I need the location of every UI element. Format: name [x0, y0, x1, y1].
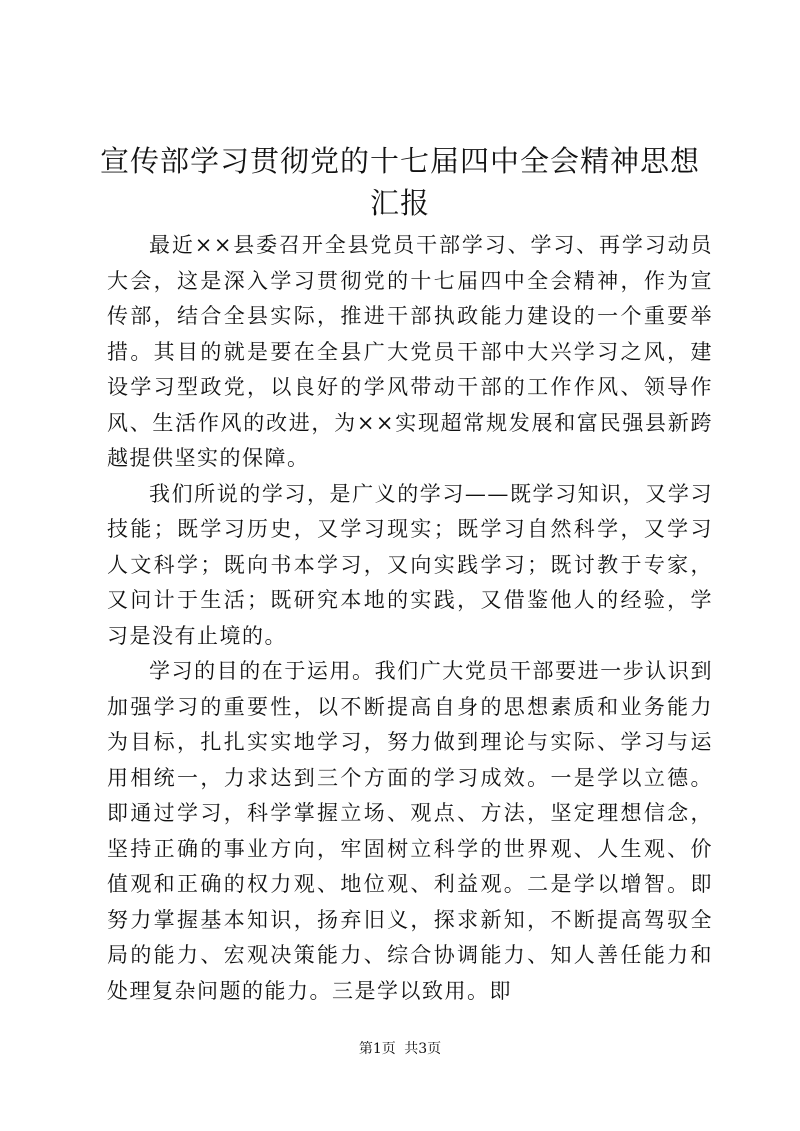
paragraph-1: 最近××县委召开全县党员干部学习、学习、再学习动员大会，这是深入学习贯彻党的十七届四中全会精神，作为宣传部，结合全县实际，推进干部执政能力建设的一个重要举措。其目的就是要在全县广大党员干部中大兴学习之风，建设学习型政党，以良好的学风带动干部的工作作风、领导作风、生活作风的改进，为××实现超常规发展和富民强县新跨越提供坚实的保障。	[107, 233, 713, 470]
paragraph-3: 学习的目的在于运用。我们广大党员干部要进一步认识到加强学习的重要性，以不断提高自身的思想素质和业务能力为目标，扎扎实实地学习，努力做到理论与实际、学习与运用相统一，力求达到三个方面的学习成效。一是学以立德。即通过学习，科学掌握立场、观点、方法，坚定理想信念，坚持正确的事业方向，牢固树立科学的世界观、人生观、价值观和正确的权力观、地位观、利益观。二是学以增智。即努力掌握基本知识，扬弃旧义，探求新知，不断提高驾驭全局的能力、宏观决策能力、综合协调能力、知人善任能力和处理复杂问题的能力。三是学以致用。即	[107, 659, 713, 1003]
page-footer	[0, 1039, 800, 1059]
paragraph-2: 我们所说的学习，是广义的学习——既学习知识，又学习技能；既学习历史，又学习现实；既学习自然科学，又学习人文科学；既向书本学习，又向实践学习；既讨教于专家，又问计于生活；既研究本地的实践，又借鉴他人的经验，学习是没有止境的。	[107, 481, 713, 648]
page-number: 第1页	[358, 1041, 396, 1057]
document-body	[107, 228, 713, 1009]
total-pages: 共3页	[404, 1041, 442, 1057]
document-title: 宣传部学习贯彻党的十七届四中全会精神思想汇报	[100, 144, 701, 220]
